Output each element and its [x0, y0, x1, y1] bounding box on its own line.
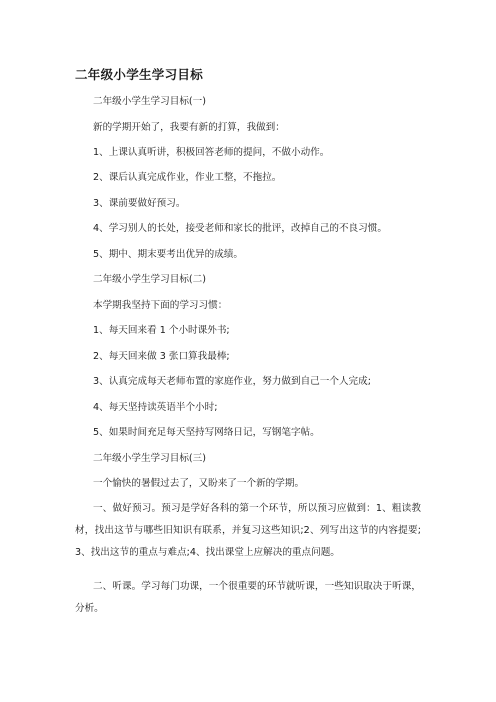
- list-item: 2、每天回来做 3 张口算我最棒;: [93, 351, 230, 362]
- list-item: 5、期中、期末要考出优异的成绩。: [93, 249, 244, 260]
- section-heading-3: 二年级小学生学习目标(三): [93, 453, 207, 464]
- list-item: 1、每天回来看 1 个小时课外书;: [93, 325, 230, 336]
- section-heading-1: 二年级小学生学习目标(一): [93, 96, 207, 107]
- document-title: 二年级小学生学习目标: [75, 67, 204, 82]
- list-item: 4、学习别人的长处，接受老师和家长的批评，改掉自己的不良习惯。: [93, 223, 387, 234]
- list-item: 4、每天坚持读英语半个小时;: [93, 402, 218, 413]
- list-item: 1、上课认真听讲，积极回答老师的提问，不做小动作。: [93, 147, 330, 158]
- section-heading-2: 二年级小学生学习目标(二): [93, 274, 207, 285]
- text-line: 本学期我坚持下面的学习习惯：: [93, 300, 228, 311]
- text-line: 一个愉快的暑假过去了，又盼来了一个新的学期。: [93, 478, 305, 489]
- text-line: 新的学期开始了，我要有新的打算，我做到：: [93, 122, 285, 133]
- list-item: 3、认真完成每天老师布置的家庭作业，努力做到自己一个人完成;: [93, 376, 371, 387]
- paragraph: 一、做好预习。预习是学好各科的第一个环节，所以预习应做到：1、粗读教材，找出这节与哪些旧知识有联系，并复习这些知识;2、列写出这节的内容提要;3、找出这节的重点与难点;4、找出课堂上应解决的重点问题。: [75, 503, 421, 558]
- paragraph: 二、听课。学习每门功课，一个很重要的环节就听课，一些知识取决于听课，分析。: [75, 581, 421, 614]
- list-item: 5、如果时间充足每天坚持写网络日记，写钢笔字帖。: [93, 427, 320, 438]
- list-item: 3、课前要做好预习。: [93, 198, 186, 209]
- list-item: 2、课后认真完成作业，作业工整，不拖拉。: [93, 172, 282, 183]
